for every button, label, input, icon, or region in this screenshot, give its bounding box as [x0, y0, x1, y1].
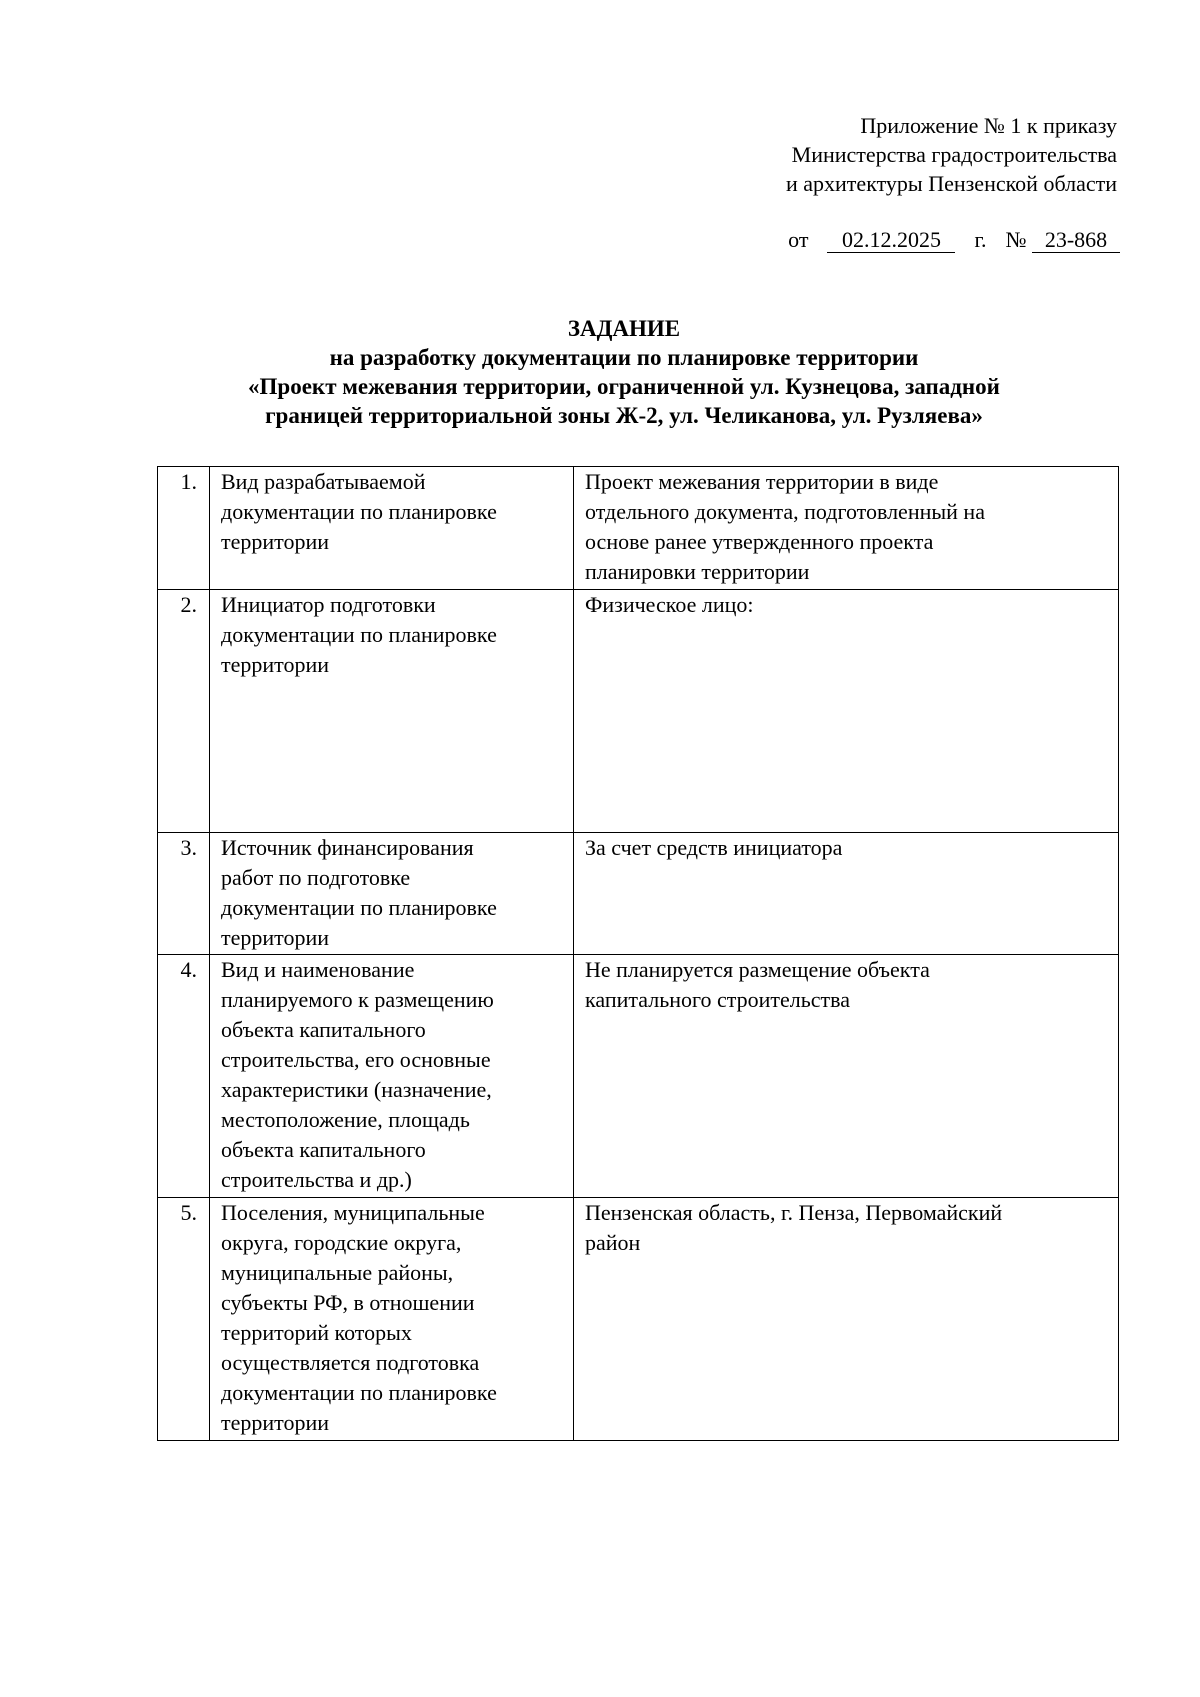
order-date: 02.12.2025	[827, 228, 955, 253]
row-parameter-value: Физическое лицо:	[574, 590, 1119, 833]
annex-line-1: Приложение № 1 к приказу	[860, 113, 1117, 138]
order-prefix: от	[788, 227, 809, 252]
row-number: 5.	[158, 1198, 210, 1441]
row-parameter-name: Вид разрабатываемой документации по планировке территории	[210, 467, 574, 590]
row-parameter-name: Источник финансирования работ по подготовке документации по планировке территории	[210, 833, 574, 955]
row-parameter-value: Проект межевания территории в виде отдельного документа, подготовленный на основе ранее утвержденного проекта планировки территории	[574, 467, 1119, 590]
row-number: 2.	[158, 590, 210, 833]
order-reference	[788, 226, 1120, 254]
order-number-sign: №	[1005, 227, 1027, 252]
annex-line-2: Министерства градостроительства	[791, 142, 1117, 167]
document-subtitle-line-2: «Проект межевания территории, ограниченной ул. Кузнецова, западной	[248, 374, 1000, 399]
table-row	[158, 1198, 1119, 1441]
table-row	[158, 833, 1119, 955]
document-title: ЗАДАНИЕ	[567, 316, 681, 341]
document-heading	[145, 314, 1103, 430]
annex-line-3: и архитектуры Пензенской области	[786, 171, 1117, 196]
row-parameter-value: Не планируется размещение объекта капитального строительства	[574, 955, 1119, 1198]
document-subtitle-line-1: на разработку документации по планировке территории	[329, 345, 919, 370]
table-row	[158, 590, 1119, 833]
order-number: 23-868	[1032, 228, 1120, 253]
order-year-suffix: г.	[974, 227, 987, 252]
row-parameter-value: Пензенская область, г. Пенза, Первомайский район	[574, 1198, 1119, 1441]
row-number: 3.	[158, 833, 210, 955]
row-parameter-name: Вид и наименование планируемого к размещению объекта капитального строительства, его основные характеристики (назначение, местоположение, площадь объекта капитального строительства и др.)	[210, 955, 574, 1198]
row-parameter-name: Поселения, муниципальные округа, городские округа, муниципальные районы, субъекты РФ, в отношении территорий которых осуществляется подготовка документации по планировке территории	[210, 1198, 574, 1441]
table-row	[158, 467, 1119, 590]
task-table	[157, 466, 1119, 1441]
row-number: 1.	[158, 467, 210, 590]
row-parameter-name: Инициатор подготовки документации по планировке территории	[210, 590, 574, 833]
row-number: 4.	[158, 955, 210, 1198]
table-row	[158, 955, 1119, 1198]
row-parameter-value: За счет средств инициатора	[574, 833, 1119, 955]
annex-header	[597, 111, 1117, 198]
document-subtitle-line-3: границей территориальной зоны Ж-2, ул. Челиканова, ул. Рузляева»	[265, 403, 983, 428]
